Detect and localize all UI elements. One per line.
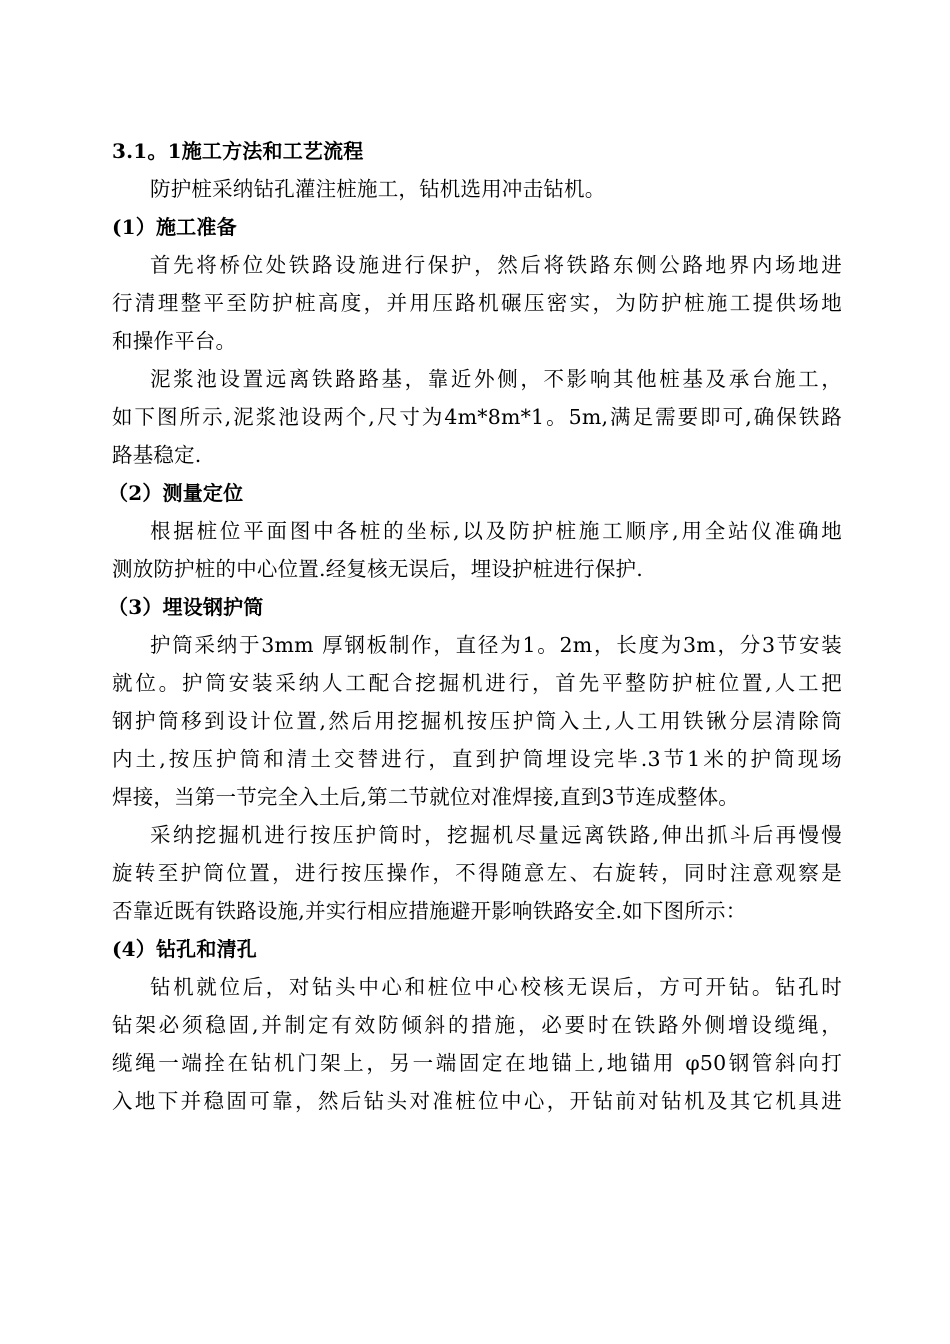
intro-paragraph: 防护桩采纳钻孔灌注桩施工，钻机选用冲击钻机。 bbox=[150, 177, 606, 201]
paragraph-line: 钻机就位后，对钻头中心和桩位中心校核无误后，方可开钻。钻孔时 bbox=[150, 975, 842, 999]
section-title: 3.1。1施工方法和工艺流程 bbox=[112, 139, 364, 163]
paragraph-line: 旋转至护筒位置，进行按压操作，不得随意左、右旋转，同时注意观察是 bbox=[112, 861, 842, 885]
paragraph-line: 路基稳定. bbox=[112, 443, 202, 467]
paragraph-line: 首先将桥位处铁路设施进行保护，然后将铁路东侧公路地界内场地进 bbox=[150, 253, 842, 277]
paragraph-line: 护筒采纳于3mm 厚钢板制作，直径为1。2m，长度为3m，分3节安装 bbox=[150, 633, 842, 657]
paragraph-line: 钢护筒移到设计位置,然后用挖掘机按压护筒入土,人工用铁锹分层清除筒 bbox=[112, 709, 842, 733]
paragraph-line: 内土,按压护筒和清土交替进行，直到护筒埋设完毕.3节1米的护筒现场 bbox=[112, 747, 842, 771]
paragraph-line: 采纳挖掘机进行按压护筒时，挖掘机尽量远离铁路,伸出抓斗后再慢慢 bbox=[150, 823, 842, 847]
section-heading-1: (1）施工准备 bbox=[112, 215, 237, 239]
document-body bbox=[108, 132, 842, 1120]
paragraph-line: 钻架必须稳固,并制定有效防倾斜的措施，必要时在铁路外侧增设缆绳， bbox=[112, 1013, 842, 1037]
paragraph-line: 测放防护桩的中心位置.经复核无误后，埋设护桩进行保护. bbox=[112, 557, 643, 581]
paragraph-line: 如下图所示,泥浆池设两个,尺寸为4m*8m*1。5m,满足需要即可,确保铁路 bbox=[112, 405, 842, 429]
section-heading-3: （3）埋设钢护筒 bbox=[108, 595, 264, 619]
paragraph-line: 缆绳一端拴在钻机门架上，另一端固定在地锚上,地锚用 φ50钢管斜向打 bbox=[112, 1051, 842, 1075]
paragraph-line: 和操作平台。 bbox=[112, 329, 237, 353]
paragraph-line: 焊接，当第一节完全入土后,第二节就位对准焊接,直到3节连成整体。 bbox=[112, 785, 739, 809]
paragraph-line: 泥浆池设置远离铁路路基，靠近外侧，不影响其他桩基及承台施工， bbox=[150, 367, 842, 391]
section-heading-2: （2）测量定位 bbox=[108, 481, 244, 505]
paragraph-line: 就位。护筒安装采纳人工配合挖掘机进行，首先平整防护桩位置,人工把 bbox=[112, 671, 842, 695]
paragraph-line: 否靠近既有铁路设施,并实行相应措施避开影响铁路安全.如下图所示： bbox=[112, 899, 747, 923]
paragraph-line: 入地下并稳固可靠，然后钻头对准桩位中心，开钻前对钻机及其它机具进 bbox=[112, 1089, 842, 1113]
section-heading-4: (4）钻孔和清孔 bbox=[112, 937, 257, 961]
paragraph-line: 根据桩位平面图中各桩的坐标,以及防护桩施工顺序,用全站仪准确地 bbox=[150, 519, 842, 543]
paragraph-line: 行清理整平至防护桩高度，并用压路机碾压密实，为防护桩施工提供场地 bbox=[112, 291, 842, 315]
